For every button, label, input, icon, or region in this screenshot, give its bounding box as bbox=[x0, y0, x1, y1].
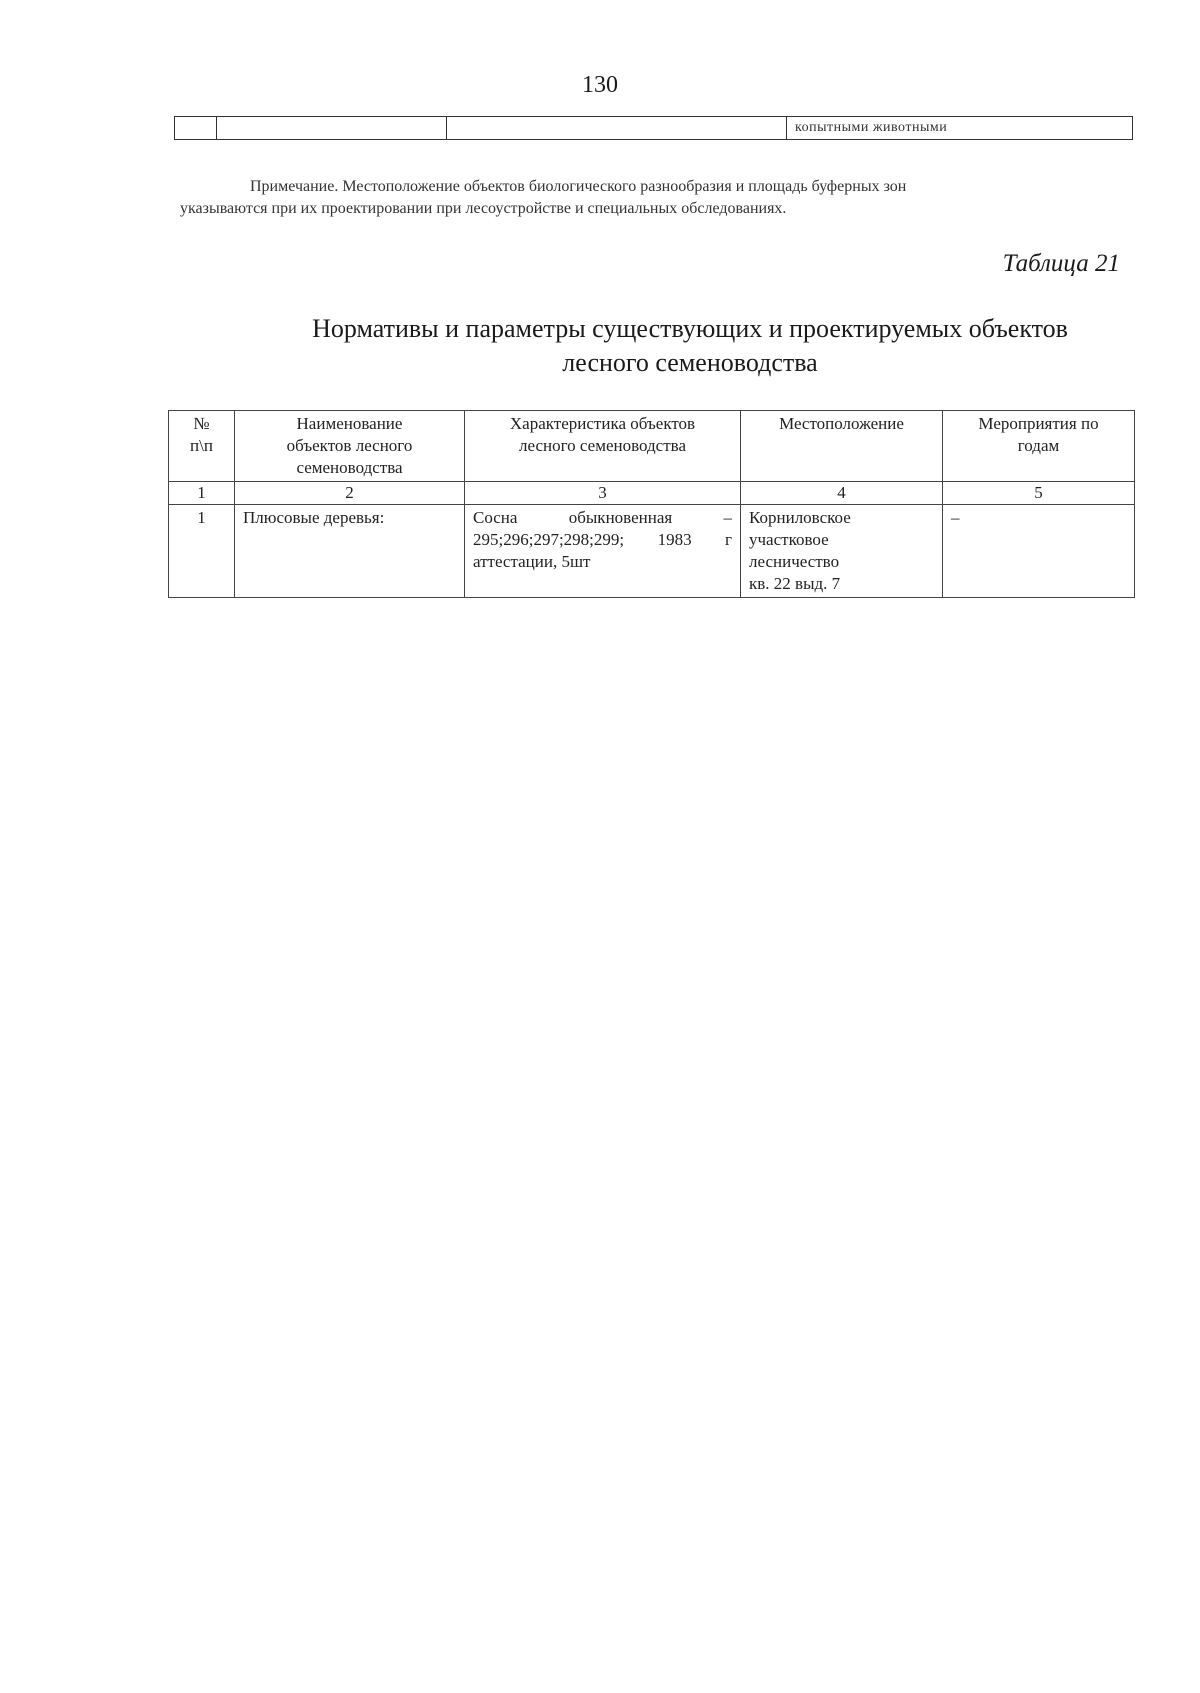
strip-cell-4: копытными животными bbox=[787, 117, 1133, 140]
row-number: 1 bbox=[169, 505, 235, 598]
row-location: Корниловское участковое лесничество кв. 22 выд. 7 bbox=[741, 505, 943, 598]
column-number: 4 bbox=[741, 482, 943, 505]
table-header-row bbox=[169, 411, 1135, 482]
row-characteristic: Сосна обыкновенная – 295;296;297;298;299; 1983 г аттестации, 5шт bbox=[465, 505, 741, 598]
note-paragraph bbox=[180, 176, 1130, 220]
header-location: Местоположение bbox=[741, 411, 943, 482]
column-number: 2 bbox=[235, 482, 465, 505]
table-row bbox=[169, 505, 1135, 598]
column-number: 1 bbox=[169, 482, 235, 505]
column-number-row bbox=[169, 482, 1135, 505]
note-line-1: Примечание. Местоположение объектов биологического разнообразия и площадь буферных зон bbox=[250, 178, 907, 195]
table-title bbox=[240, 312, 1140, 380]
column-number: 5 bbox=[943, 482, 1135, 505]
strip-cell-1 bbox=[175, 117, 217, 140]
continued-table-strip bbox=[174, 116, 1133, 140]
header-characteristic: Характеристика объектов лесного семеноводства bbox=[465, 411, 741, 482]
table-caption: Таблица 21 bbox=[1002, 250, 1120, 277]
note-line-2: указываются при их проектировании при лесоустройстве и специальных обследованиях. bbox=[180, 200, 787, 217]
header-measures: Мероприятия по годам bbox=[943, 411, 1135, 482]
seed-objects-table bbox=[168, 410, 1135, 598]
row-measures: – bbox=[943, 505, 1135, 598]
title-line-2: лесного семеноводства bbox=[562, 348, 818, 377]
page-number: 130 bbox=[582, 72, 618, 98]
column-number: 3 bbox=[465, 482, 741, 505]
strip-cell-2 bbox=[217, 117, 447, 140]
strip-cell-3 bbox=[447, 117, 787, 140]
header-name: Наименование объектов лесного семеноводства bbox=[235, 411, 465, 482]
row-name: Плюсовые деревья: bbox=[235, 505, 465, 598]
title-line-1: Нормативы и параметры существующих и проектируемых объектов bbox=[312, 314, 1068, 343]
header-number: № п\п bbox=[169, 411, 235, 482]
